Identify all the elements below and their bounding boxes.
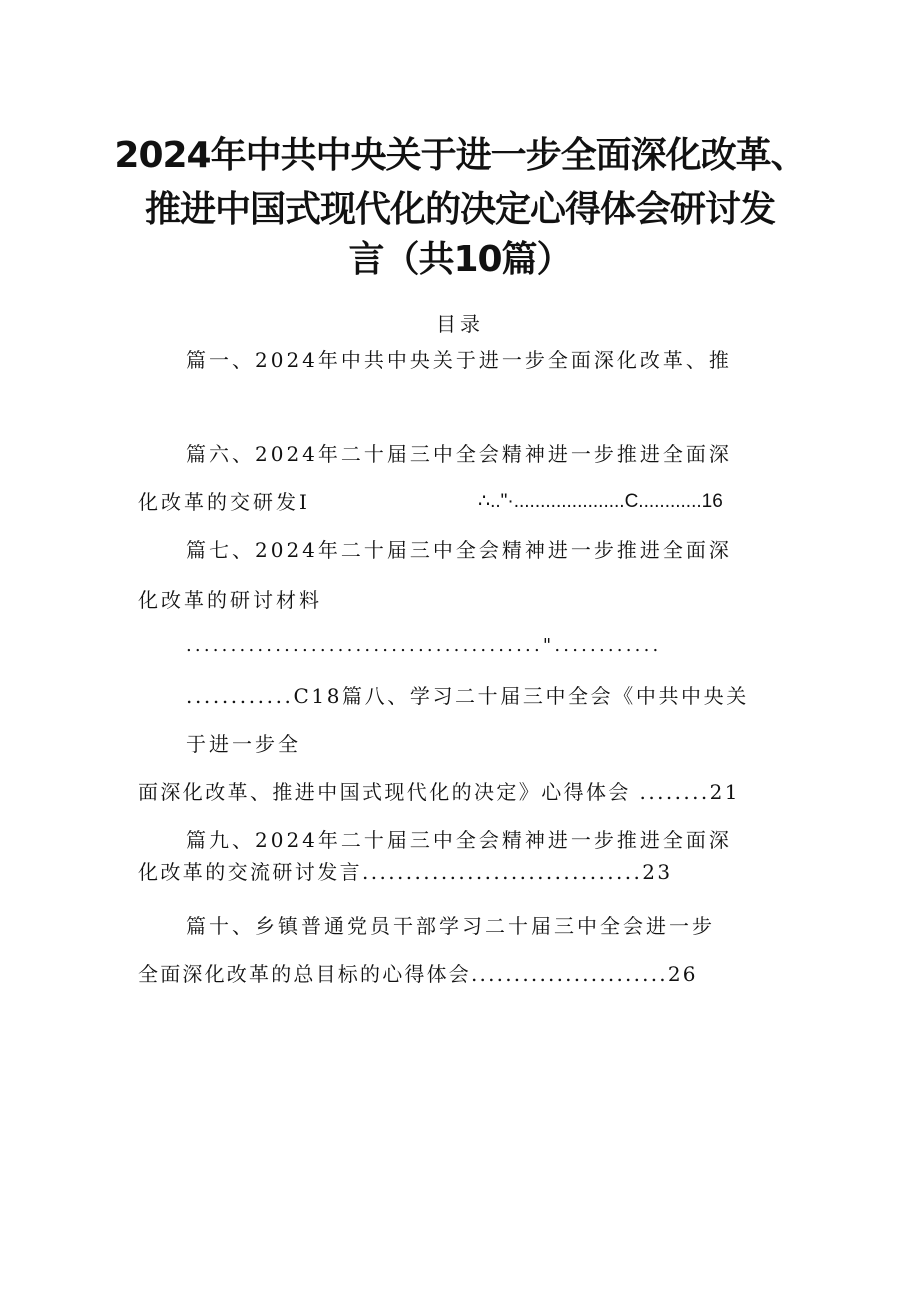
toc-entry-1[interactable]: 篇一、2024年中共中央关于进一步全面深化改革、推 [186,348,732,372]
title-line-2: 推进中国式现代化的决定心得体会研讨发 [144,189,775,230]
toc-entry-10-line-1[interactable]: 篇十、乡镇普通党员干部学习二十届三中全会进一步 [186,914,715,938]
toc-entry-6-page: ∴.."·.....................C............16 [478,491,723,512]
toc-entry-9-line-1[interactable]: 篇九、2024年二十届三中全会精神进一步推进全面深 [186,828,732,852]
title-line-3: 言（共10篇） [348,239,572,280]
toc-entry-7-line-2[interactable]: 化改革的研讨材料 [138,588,322,612]
toc-entry-10-line-2[interactable]: 全面深化改革的总目标的心得体会.......................26 [138,962,698,986]
toc-entry-6-line-1[interactable]: 篇六、2024年二十届三中全会精神进一步推进全面深 [186,442,732,466]
toc-entry-7-leader: ........................................"............ [186,635,662,656]
title-line-1: 2024年中共中央关于进一步全面深化改革、 [114,135,806,176]
toc-entry-8-line-3[interactable]: 面深化改革、推进中国式现代化的决定》心得体会 ........21 [138,780,740,804]
toc-entry-7-line-1[interactable]: 篇七、2024年二十届三中全会精神进一步推进全面深 [186,538,732,562]
toc-entry-8-line-1[interactable]: ............C18篇八、学习二十届三中全会《中共中央关 [186,684,749,708]
toc-entry-9-line-2[interactable]: 化改革的交流研讨发言................................23 [138,860,673,884]
toc-heading: 目录 [436,312,484,336]
toc-entry-8-line-2[interactable]: 于进一步全 [186,732,301,756]
toc-entry-6-line-2[interactable]: 化改革的交研发I [138,490,310,514]
